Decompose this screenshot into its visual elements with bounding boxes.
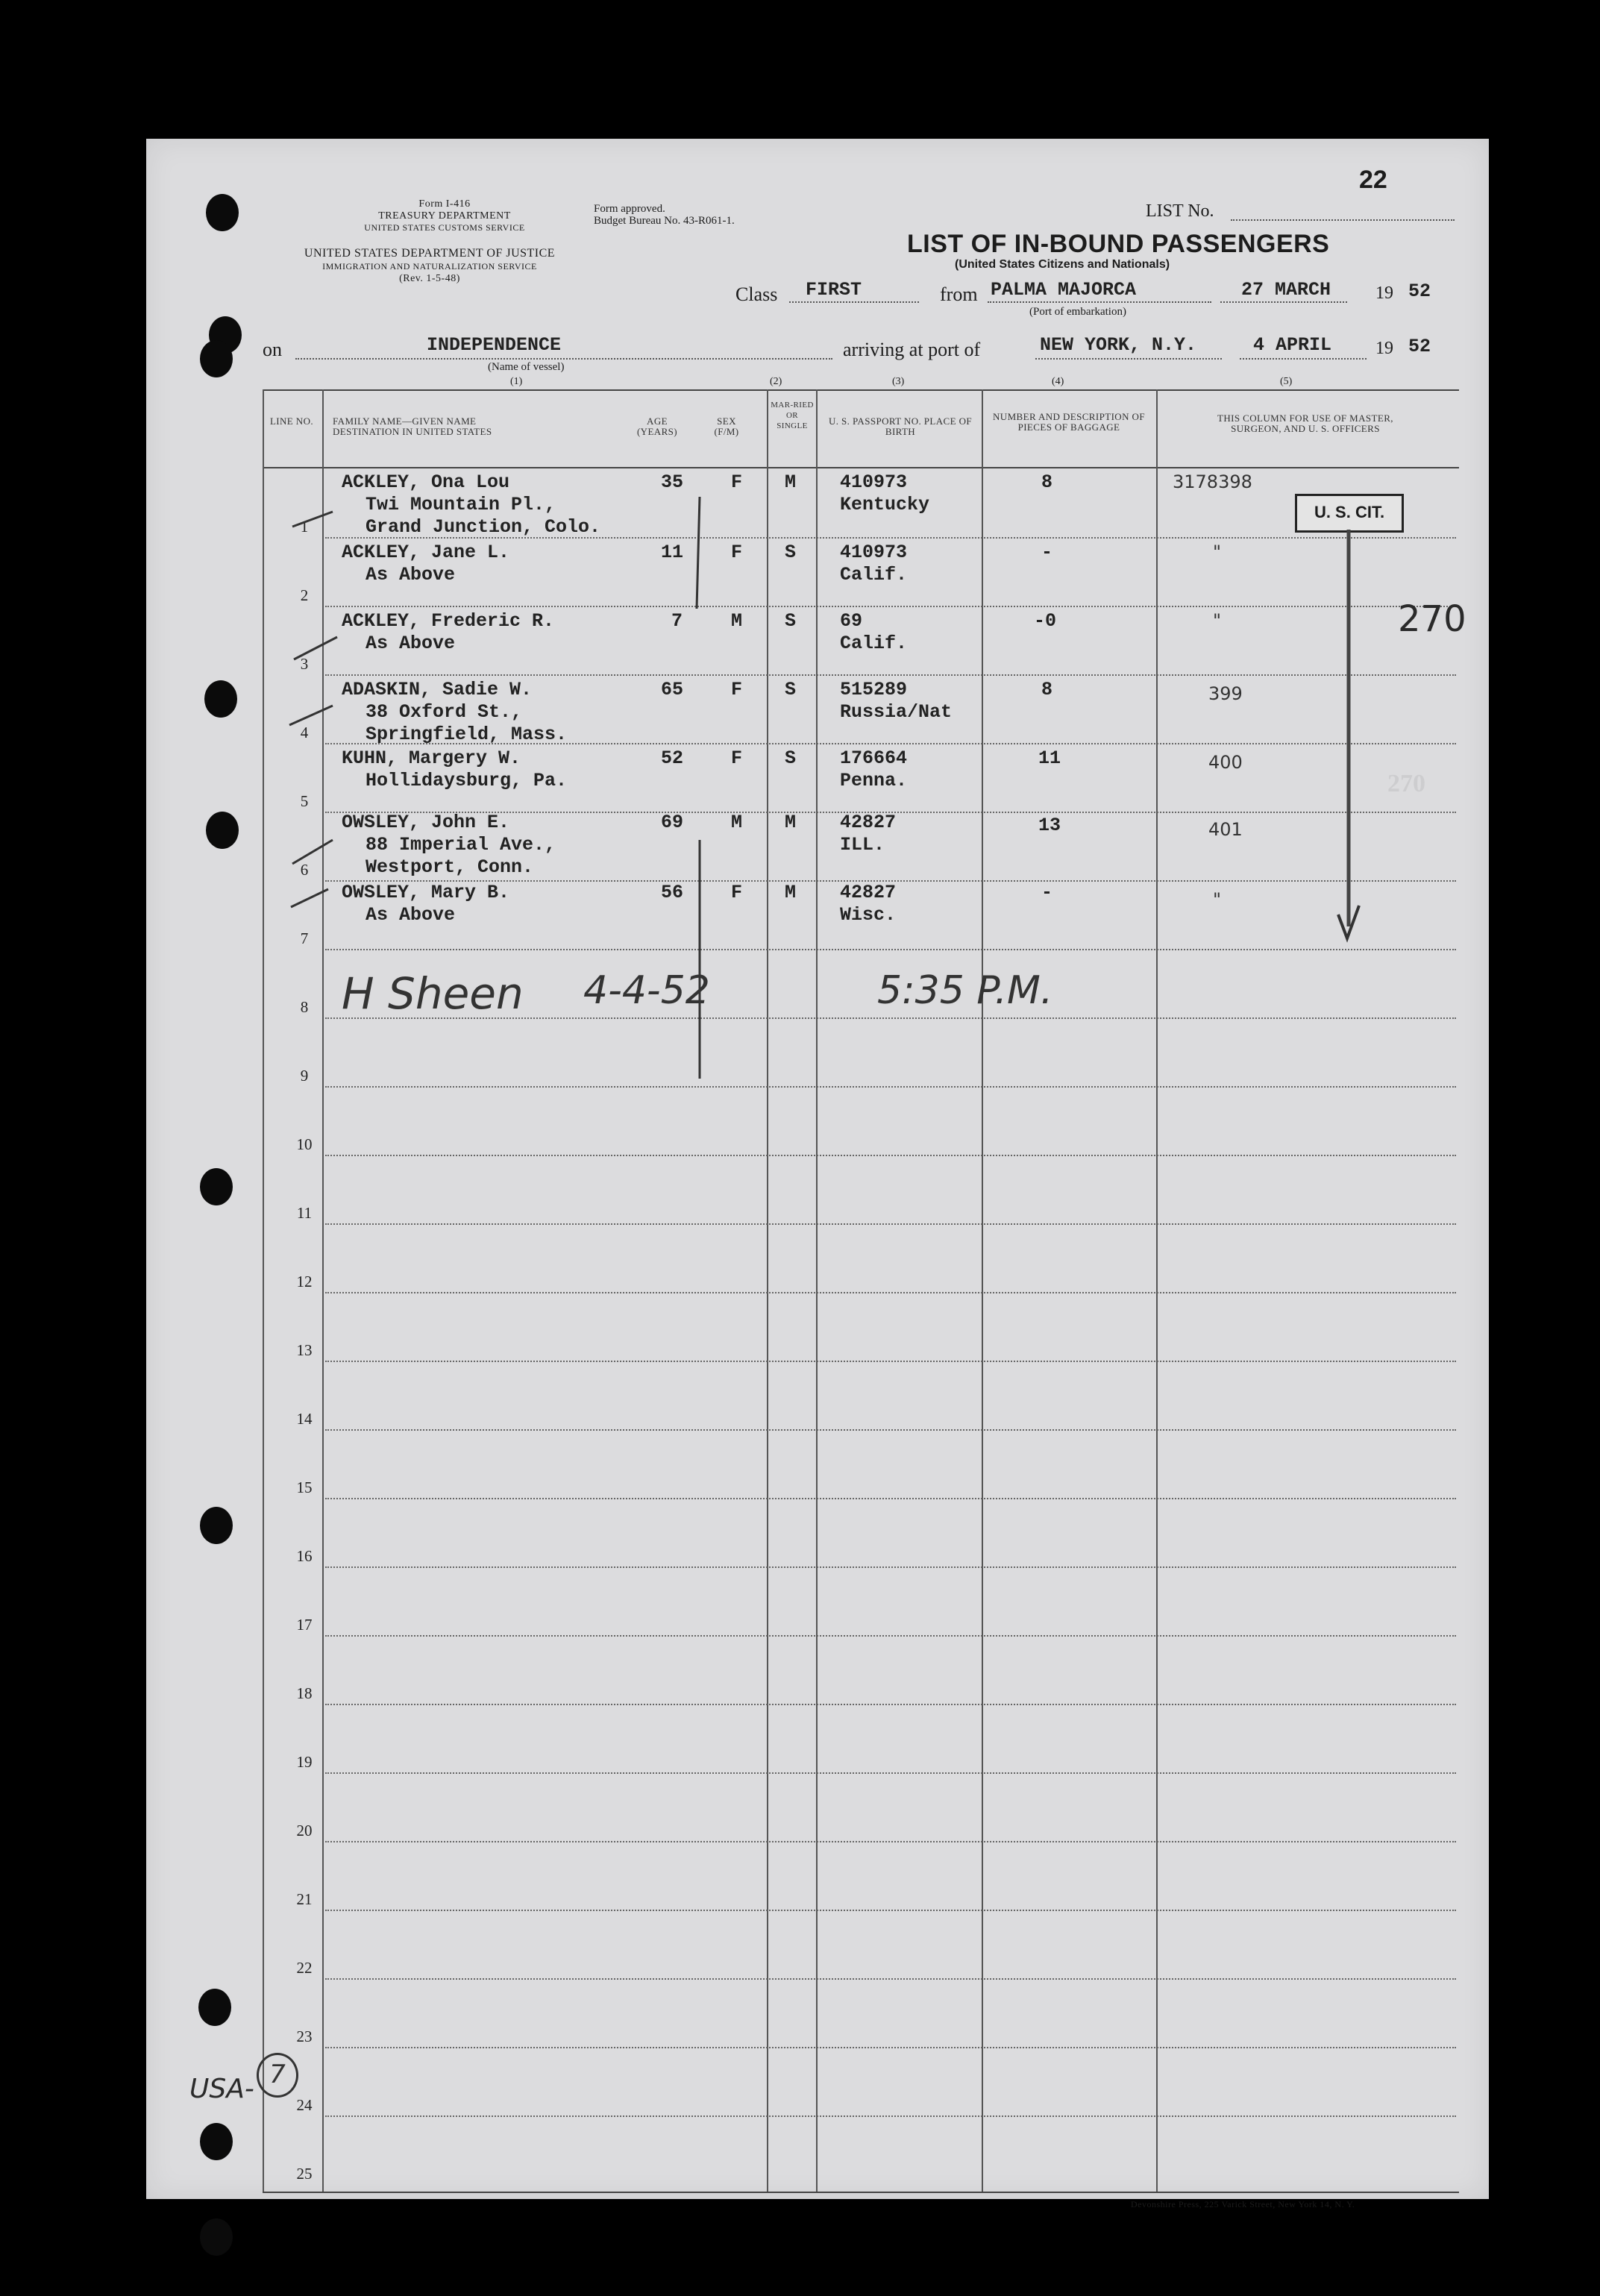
faded-number: 270: [1387, 770, 1425, 797]
passenger-passport: 176664: [840, 747, 908, 769]
line-number: 2: [300, 586, 309, 604]
port-caption: (Port of embarkation): [1029, 306, 1126, 318]
column-divider: [982, 389, 983, 2192]
line-number: 14: [296, 1410, 313, 1428]
row-line: [325, 1292, 1456, 1293]
passenger-marital: M: [785, 812, 797, 833]
passenger-age: 52: [661, 747, 684, 769]
passenger-birthplace: Wisc.: [840, 904, 897, 926]
passenger-marital: S: [785, 610, 797, 632]
passenger-address: As Above: [366, 904, 456, 926]
arriving-label: arriving at port of: [843, 339, 981, 360]
row-line: [325, 1704, 1456, 1705]
line-number: 13: [296, 1341, 313, 1359]
table-header-border: [263, 467, 1459, 468]
arrival-date: 4 APRIL: [1253, 334, 1332, 356]
officer-entry: 400: [1208, 752, 1243, 773]
stamp-text: U. S. CIT.: [1314, 503, 1385, 521]
passenger-marital: S: [785, 542, 797, 563]
row-line: [325, 1635, 1456, 1637]
line-number: 9: [300, 1067, 309, 1085]
line-number: 17: [296, 1616, 313, 1634]
inspection-date: 4-4-52: [583, 968, 710, 1013]
port-line: [988, 301, 1211, 303]
passenger-sex: F: [731, 471, 743, 493]
binder-hole: [200, 340, 233, 377]
passenger-sex: M: [731, 812, 743, 833]
binder-hole: [200, 2123, 233, 2160]
document-title: LIST OF IN-BOUND PASSENGERS: [907, 230, 1330, 258]
row-line: [325, 1086, 1456, 1088]
passenger-address: Springfield, Mass.: [366, 724, 568, 745]
column-marker: (4): [1052, 376, 1064, 387]
passenger-address: As Above: [366, 564, 456, 586]
margin-number: 270: [1398, 598, 1466, 640]
line-number: 21: [296, 1890, 313, 1908]
inspector-signature: H Sheen: [342, 968, 524, 1019]
arrival-date-line: [1240, 358, 1367, 360]
passenger-passport: 69: [840, 610, 863, 632]
passenger-birthplace: Russia/Nat: [840, 701, 953, 723]
row-line: [325, 1155, 1456, 1156]
passenger-age: 65: [661, 679, 684, 700]
header-married: MAR-RIED OR SINGLE: [771, 401, 814, 430]
header-name: FAMILY NAME—GIVEN NAME DESTINATION IN UNITED STATES: [333, 415, 492, 437]
passenger-age: 56: [661, 882, 684, 903]
row-line: [325, 606, 1456, 607]
line-number: 25: [296, 2165, 313, 2183]
binder-hole: [200, 1507, 233, 1544]
arrival-year-prefix: 19: [1375, 339, 1393, 358]
passenger-birthplace: Calif.: [840, 564, 908, 586]
line-number: 12: [296, 1273, 313, 1290]
row-line: [325, 1566, 1456, 1568]
passenger-name: OWSLEY, John E.: [342, 812, 510, 833]
header-age: AGE (YEARS): [636, 415, 678, 437]
header-baggage: NUMBER AND DESCRIPTION OF PIECES OF BAGGAGE: [993, 411, 1145, 433]
inspection-time: 5:35 P.M.: [877, 968, 1053, 1013]
header-passport: U. S. PASSPORT NO. PLACE OF BIRTH: [828, 415, 973, 437]
passenger-marital: M: [785, 471, 797, 493]
officer-entry: 3178398: [1173, 471, 1252, 492]
officer-entry: 401: [1208, 819, 1243, 840]
passenger-birthplace: Calif.: [840, 633, 908, 654]
table-bottom-border: [263, 2192, 1459, 2193]
passenger-address: Westport, Conn.: [366, 856, 534, 878]
table-top-border: [263, 389, 1459, 391]
list-no-label: LIST No.: [1146, 201, 1214, 221]
passenger-sex: M: [731, 610, 743, 632]
passenger-sex: F: [731, 679, 743, 700]
passenger-birthplace: ILL.: [840, 834, 885, 856]
document-page: [146, 139, 1489, 2209]
binder-hole: [198, 1989, 231, 2026]
row-line: [325, 2047, 1456, 2048]
passenger-name: ADASKIN, Sadie W.: [342, 679, 533, 700]
line-number: 11: [296, 1204, 313, 1222]
row-line: [325, 674, 1456, 676]
check-marks: [286, 482, 361, 922]
passenger-birthplace: Kentucky: [840, 494, 930, 515]
vessel-caption: (Name of vessel): [488, 361, 565, 373]
passenger-baggage: -: [1041, 542, 1053, 563]
passenger-address: Grand Junction, Colo.: [366, 516, 601, 538]
passenger-marital: S: [785, 679, 797, 700]
departure-date: 27 MARCH: [1241, 279, 1331, 301]
arrival-year: 52: [1408, 336, 1431, 357]
passenger-passport: 515289: [840, 679, 908, 700]
line-number: 4: [300, 724, 309, 741]
header-line-no: LINE NO.: [269, 415, 314, 427]
row-line: [325, 2115, 1456, 2117]
passenger-name: ACKLEY, Jane L.: [342, 542, 510, 563]
binder-hole: [200, 1168, 233, 1205]
passenger-age: 35: [661, 471, 684, 493]
line-number: 10: [296, 1135, 313, 1153]
line-number: 5: [300, 792, 309, 810]
arrival-port-line: [1035, 358, 1222, 360]
passenger-name: ACKLEY, Frederic R.: [342, 610, 555, 632]
officer-entry: ": [1213, 610, 1222, 631]
column-marker: (1): [510, 376, 523, 387]
form-number: Form I-416: [418, 198, 471, 210]
passenger-address: Hollidaysburg, Pa.: [366, 770, 568, 791]
passenger-baggage: -: [1041, 882, 1053, 903]
passenger-passport: 410973: [840, 471, 908, 493]
vessel-name: INDEPENDENCE: [427, 334, 562, 356]
arrival-port: NEW YORK, N.Y.: [1040, 334, 1197, 356]
binder-hole: [206, 812, 239, 849]
form-approved: Form approved.: [594, 203, 665, 215]
corner-circled-number: 7: [257, 2053, 298, 2098]
officer-entry: 399: [1208, 683, 1243, 704]
class-value: FIRST: [806, 279, 862, 301]
passenger-age: 7: [671, 610, 683, 632]
line-number: 22: [296, 1959, 313, 1977]
passenger-baggage: -0: [1034, 610, 1057, 632]
passenger-age: 11: [661, 542, 684, 563]
column-marker: (3): [892, 376, 905, 387]
budget-bureau: Budget Bureau No. 43-R061-1.: [594, 215, 735, 227]
passenger-passport: 42827: [840, 882, 897, 903]
column-divider: [767, 389, 768, 2192]
passenger-baggage: 13: [1038, 815, 1061, 836]
row-line: [325, 1223, 1456, 1225]
row-line: [325, 949, 1456, 950]
row-line: [325, 1841, 1456, 1842]
officer-entry: ": [1213, 889, 1222, 910]
header-sex: SEX (F/M): [714, 415, 739, 437]
treasury-department: TREASURY DEPARTMENT: [378, 210, 511, 222]
class-line: [789, 301, 919, 303]
passenger-address: 88 Imperial Ave.,: [366, 834, 556, 856]
column-marker: (5): [1280, 376, 1293, 387]
row-line: [325, 1978, 1456, 1980]
row-line: [325, 1772, 1456, 1774]
passenger-baggage: 8: [1041, 679, 1053, 700]
line-number: 8: [300, 998, 309, 1016]
justice-department: UNITED STATES DEPARTMENT OF JUSTICE: [304, 247, 556, 260]
passenger-marital: M: [785, 882, 797, 903]
passenger-passport: 410973: [840, 542, 908, 563]
line-number: 18: [296, 1684, 313, 1702]
immigration-service: IMMIGRATION AND NATURALIZATION SERVICE: [322, 261, 537, 272]
departure-year: 52: [1408, 280, 1431, 302]
column-divider: [1156, 389, 1158, 2192]
line-number: 16: [296, 1547, 313, 1565]
passenger-address: As Above: [366, 633, 456, 654]
line-number: 7: [300, 929, 309, 947]
line-number: 6: [300, 861, 309, 879]
passenger-name: KUHN, Margery W.: [342, 747, 521, 769]
year-prefix: 19: [1375, 283, 1393, 303]
line-number: 23: [296, 2027, 313, 2045]
column-divider: [816, 389, 818, 2192]
document-subtitle: (United States Citizens and Nationals): [955, 258, 1170, 271]
row-line: [325, 1498, 1456, 1499]
printer-imprint: Devonshire Press, 225 Varick Street, New York 14, N. Y.: [1131, 2199, 1355, 2209]
passenger-sex: F: [731, 747, 743, 769]
page-number: 22: [1359, 166, 1387, 194]
vessel-line: [295, 358, 832, 360]
passenger-baggage: 11: [1038, 747, 1061, 769]
revision-note: (Rev. 1-5-48): [399, 273, 460, 284]
line-number: 19: [296, 1753, 313, 1771]
passenger-address: 38 Oxford St.,: [366, 701, 523, 723]
row-line: [325, 1361, 1456, 1362]
passenger-baggage: 8: [1041, 471, 1053, 493]
passenger-sex: F: [731, 882, 743, 903]
binder-hole: [200, 2218, 233, 2256]
customs-service: UNITED STATES CUSTOMS SERVICE: [364, 222, 525, 233]
departure-date-line: [1220, 301, 1347, 303]
passenger-marital: S: [785, 747, 797, 769]
line-number: 24: [296, 2096, 313, 2114]
passenger-name: ACKLEY, Ona Lou: [342, 471, 510, 493]
header-officers: THIS COLUMN FOR USE OF MASTER, SURGEON, AND U. S. OFFICERS: [1217, 413, 1393, 434]
corner-note: USA-: [189, 2074, 254, 2104]
passenger-address: Twi Mountain Pl.,: [366, 494, 556, 515]
on-label: on: [263, 339, 282, 360]
passenger-birthplace: Penna.: [840, 770, 908, 791]
passenger-sex: F: [731, 542, 743, 563]
column-marker: (2): [770, 376, 782, 387]
line-number: 1: [300, 518, 309, 536]
binder-hole: [204, 680, 237, 718]
passenger-passport: 42827: [840, 812, 897, 833]
column-divider: [263, 389, 264, 2192]
line-number: 3: [300, 655, 309, 673]
line-number: 20: [296, 1822, 313, 1839]
row-line: [325, 1910, 1456, 1911]
officer-entry: ": [1213, 542, 1222, 562]
passenger-name: OWSLEY, Mary B.: [342, 882, 510, 903]
binder-hole: [206, 194, 239, 231]
list-no-line: [1231, 219, 1455, 221]
class-label: Class: [735, 283, 778, 305]
row-line: [325, 1429, 1456, 1431]
embarkation-port: PALMA MAJORCA: [991, 279, 1137, 301]
from-label: from: [940, 283, 978, 305]
passenger-age: 69: [661, 812, 684, 833]
stamp-arrow: [1325, 527, 1370, 944]
line-number: 15: [296, 1478, 313, 1496]
